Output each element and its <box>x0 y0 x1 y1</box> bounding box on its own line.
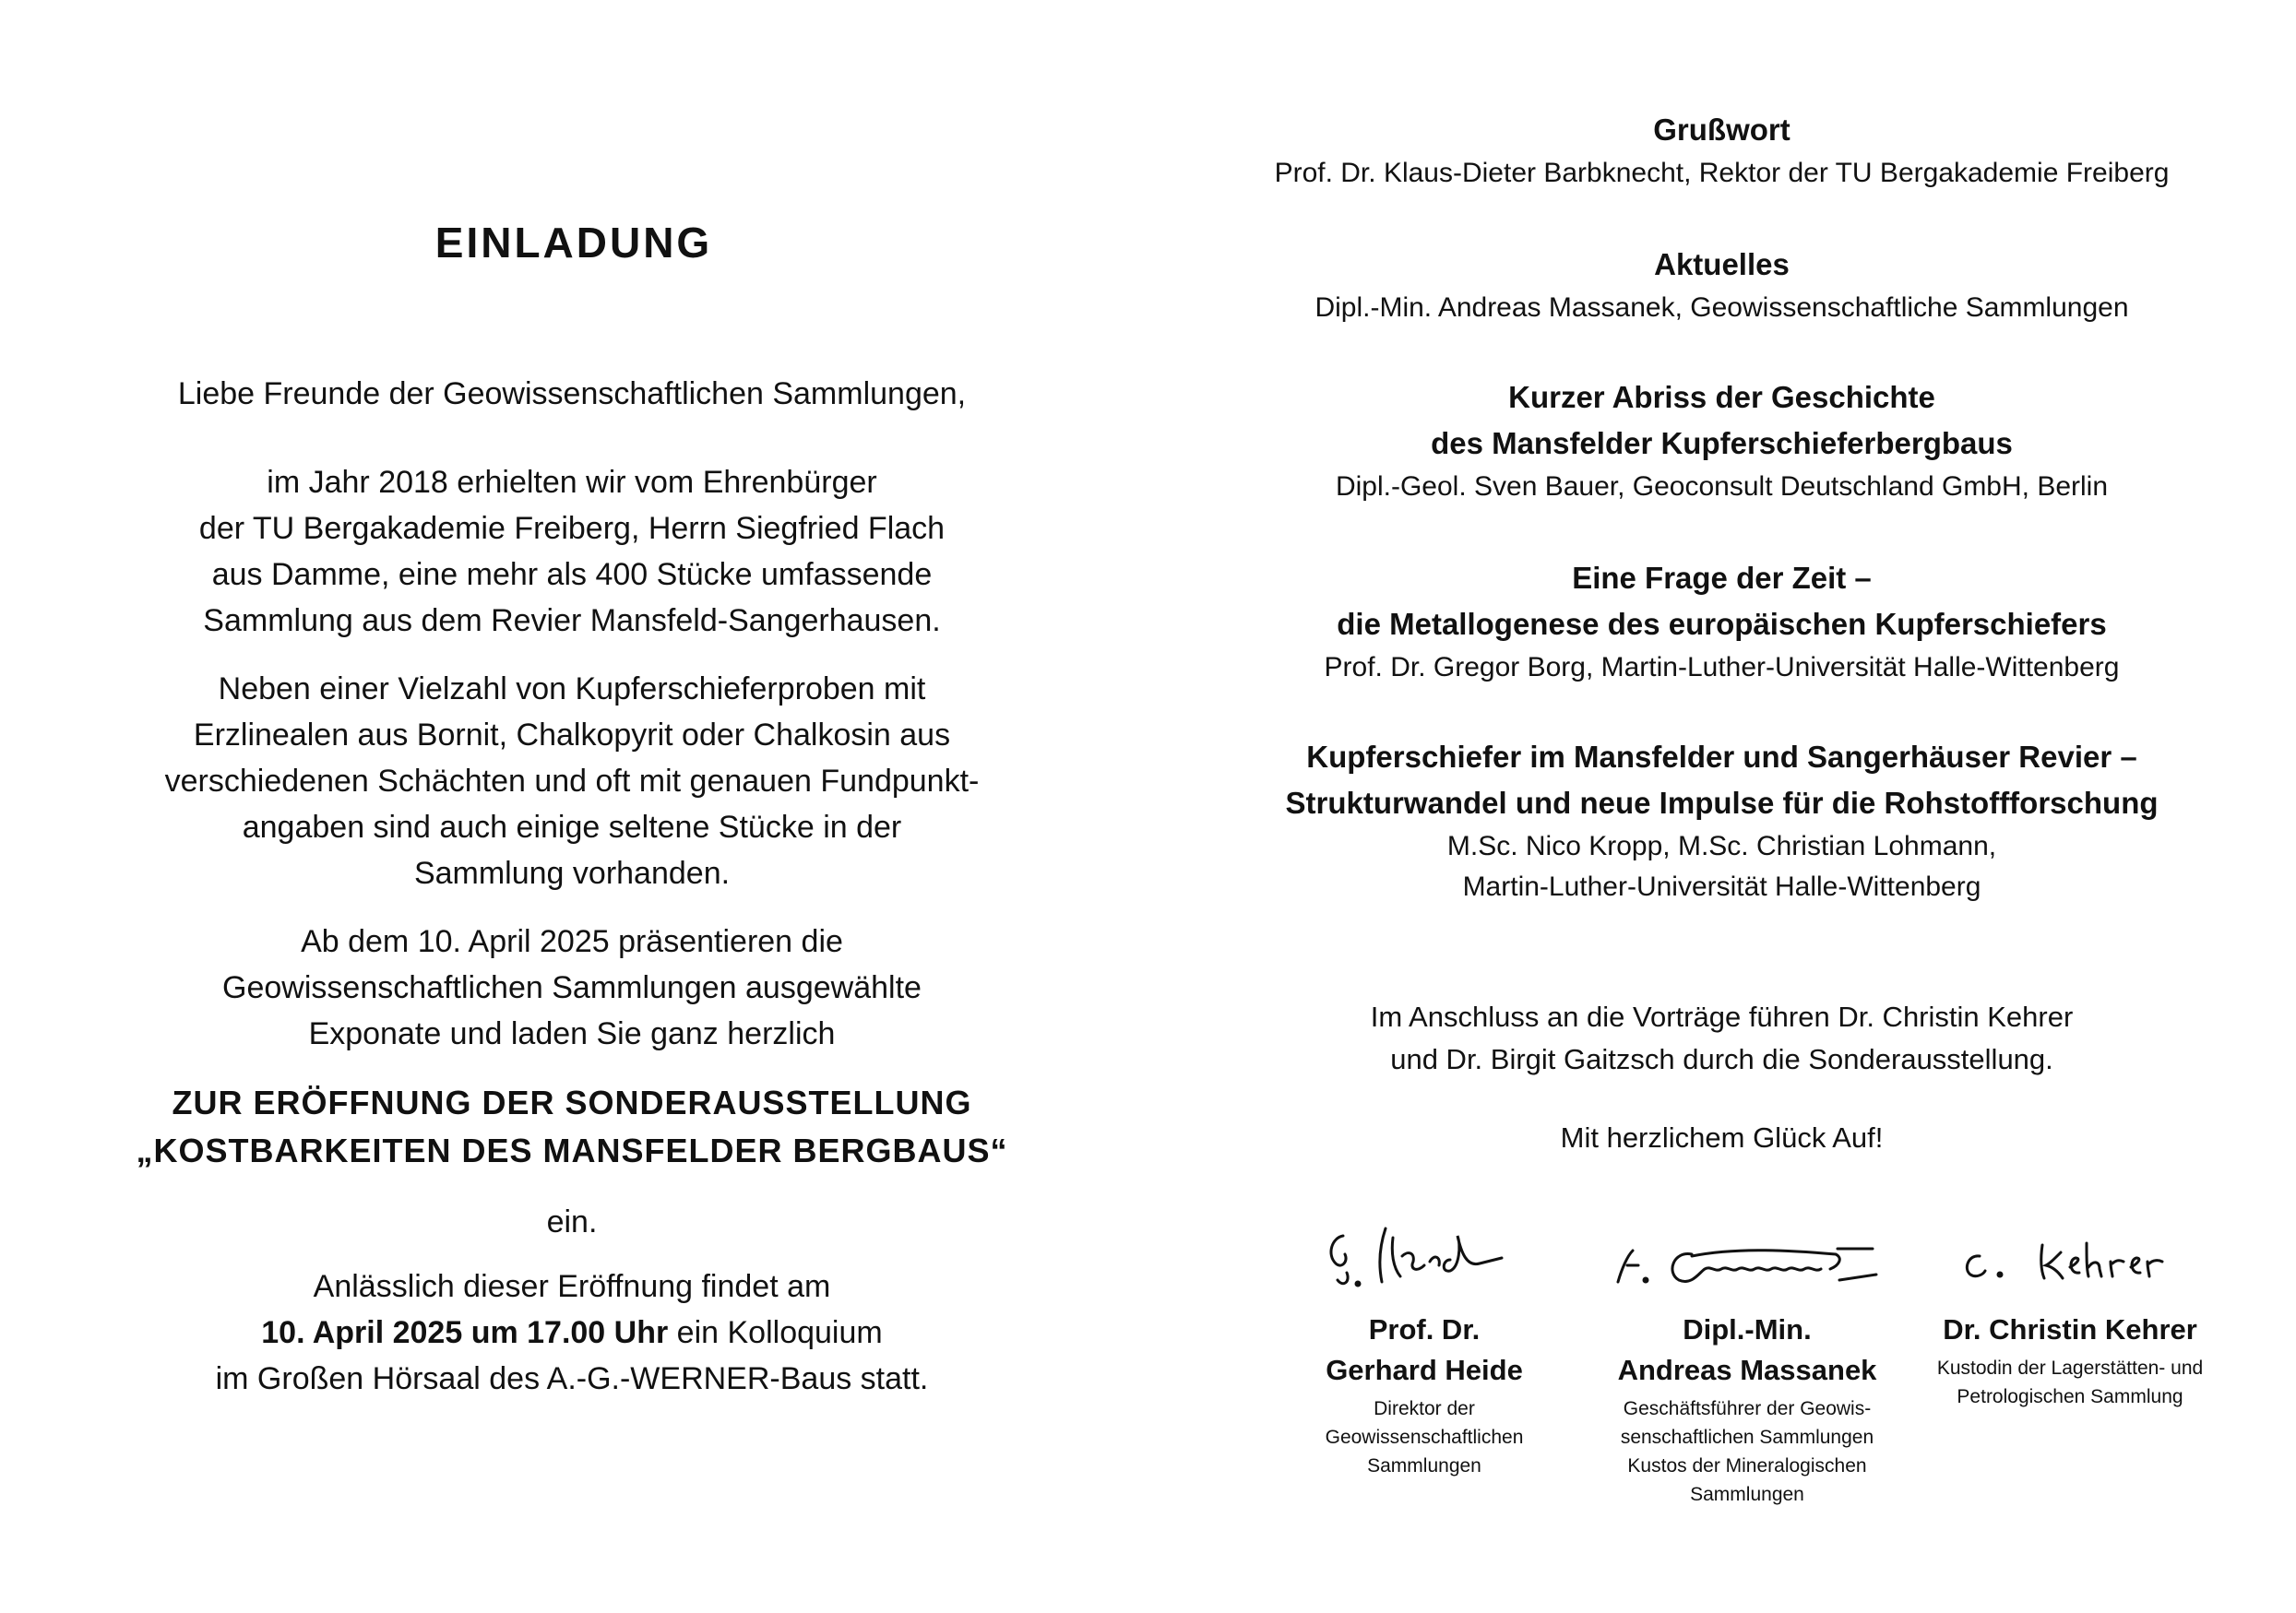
program-speaker: Martin-Luther-Universität Halle-Wittenberg <box>1462 872 1981 902</box>
invitation-title: EINLADUNG <box>434 219 713 267</box>
program-item <box>1148 107 2296 194</box>
paragraph-collection-content <box>120 666 1024 896</box>
text-line: Geowissenschaftlichen Sammlungen ausgewählte <box>222 970 922 1005</box>
greeting: Liebe Freunde der Geowissenschaftlichen Sammlungen, <box>177 376 967 411</box>
text-line: verschiedenen Schächten und oft mit genauen Fundpunkt- <box>164 764 980 799</box>
text-line: Neben einer Vielzahl von Kupferschieferproben mit <box>218 671 926 706</box>
text-line: Exponate und laden Sie ganz herzlich <box>308 1016 836 1051</box>
paragraph-presentation <box>120 919 1024 1057</box>
program-title: des Mansfelder Kupferschieferbergbaus <box>1431 426 2013 460</box>
signatory-massanek <box>1572 1208 1922 1509</box>
role-line: Sammlungen <box>1367 1455 1481 1477</box>
text-line: der TU Bergakademie Freiberg, Herrn Siegfried Flach <box>198 511 946 546</box>
text-line: Anlässlich dieser Eröffnung findet am <box>313 1269 831 1304</box>
paragraph-collection-origin <box>120 459 1024 644</box>
program-title: Aktuelles <box>1654 247 1790 281</box>
program-title: Kupferschiefer im Mansfelder und Sangerhäuser Revier – <box>1306 740 2137 774</box>
signatory-name: Prof. Dr. <box>1368 1313 1481 1346</box>
text-line: Sammlung vorhanden. <box>413 856 731 891</box>
program-speaker: M.Sc. Nico Kropp, M.Sc. Christian Lohmann, <box>1446 831 1997 861</box>
signatory-role <box>1277 1394 1572 1480</box>
program-speaker: Prof. Dr. Gregor Borg, Martin-Luther-Universität Halle-Wittenberg <box>1324 652 2120 682</box>
text-line: Im Anschluss an die Vorträge führen Dr. Christin Kehrer <box>1370 1001 2074 1033</box>
role-line: Sammlungen <box>1690 1484 1804 1505</box>
signatory-name: Gerhard Heide <box>1326 1354 1523 1386</box>
role-line: Petrologischen Sammlung <box>1957 1386 2183 1407</box>
paragraph-colloquium <box>120 1263 1024 1402</box>
program-title: Eine Frage der Zeit – <box>1572 561 1872 595</box>
text-line: im Jahr 2018 erhielten wir vom Ehrenbürger <box>267 465 877 500</box>
text-line: und Dr. Birgit Gaitzsch durch die Sonderausstellung. <box>1390 1043 2053 1075</box>
role-line: senschaftlichen Sammlungen <box>1620 1427 1874 1448</box>
signatory-role <box>1913 1354 2227 1411</box>
program-item <box>1148 242 2296 328</box>
event-type: ein Kolloquium <box>668 1315 883 1350</box>
text-line: Erzlinealen aus Bornit, Chalkopyrit oder Chalkosin aus <box>193 718 951 753</box>
text-line: angaben sind auch einige seltene Stücke in der <box>242 810 902 845</box>
role-line: Kustos der Mineralogischen <box>1627 1455 1867 1477</box>
headline-line: ZUR ERÖFFNUNG DER SONDERAUSSTELLUNG <box>172 1084 972 1121</box>
text-line-date <box>120 1310 1024 1356</box>
program-speaker: Dipl.-Geol. Sven Bauer, Geoconsult Deutschland GmbH, Berlin <box>1335 471 2109 502</box>
role-line: Geschäftsführer der Geowis- <box>1623 1398 1872 1419</box>
signatory-name: Dipl.-Min. <box>1683 1313 1812 1346</box>
signatory-kehrer <box>1913 1208 2227 1411</box>
signatory-role <box>1572 1394 1922 1509</box>
signature-image <box>1590 1208 1904 1310</box>
ein-text: ein. <box>546 1204 598 1239</box>
program-title: Strukturwandel und neue Impulse für die Rohstoffforschung <box>1285 786 2159 820</box>
event-date-time: 10. April 2025 um 17.00 Uhr <box>261 1315 669 1350</box>
role-line: Kustodin der Lagerstätten- und <box>1936 1358 2204 1379</box>
program-title: Kurzer Abriss der Geschichte <box>1508 380 1935 414</box>
signatory-name: Dr. Christin Kehrer <box>1943 1313 2197 1346</box>
signatory-heide <box>1277 1208 1572 1480</box>
role-line: Geowissenschaftlichen <box>1325 1427 1524 1448</box>
role-line: Direktor der <box>1374 1398 1475 1419</box>
program-speaker: Dipl.-Min. Andreas Massanek, Geowissenschaftliche Sammlungen <box>1315 292 2129 323</box>
closing-text <box>1148 996 2296 1081</box>
text-line: Ab dem 10. April 2025 präsentieren die <box>301 924 843 959</box>
program-speaker: Prof. Dr. Klaus-Dieter Barbknecht, Rektor der TU Bergakademie Freiberg <box>1274 158 2170 188</box>
signature-image <box>1932 1208 2208 1310</box>
text-line: Sammlung aus dem Revier Mansfeld-Sangerhausen. <box>203 603 941 638</box>
program-item <box>1148 734 2296 907</box>
right-page <box>1148 0 2296 1613</box>
program-title: Grußwort <box>1653 113 1790 147</box>
signatory-name: Andreas Massanek <box>1617 1354 1877 1386</box>
sign-off: Mit herzlichem Glück Auf! <box>1560 1121 1884 1154</box>
headline-line: „KOSTBARKEITEN DES MANSFELDER BERGBAUS“ <box>136 1132 1008 1169</box>
program-item <box>1148 374 2296 507</box>
exhibition-headline <box>101 1079 1042 1175</box>
program-title: die Metallogenese des europäischen Kupferschiefers <box>1337 607 2107 641</box>
text-line: im Großen Hörsaal des A.-G.-WERNER-Baus statt. <box>215 1361 929 1396</box>
text-line: aus Damme, eine mehr als 400 Stücke umfassende <box>211 557 933 592</box>
program-item <box>1148 555 2296 688</box>
signature-image <box>1304 1208 1544 1310</box>
